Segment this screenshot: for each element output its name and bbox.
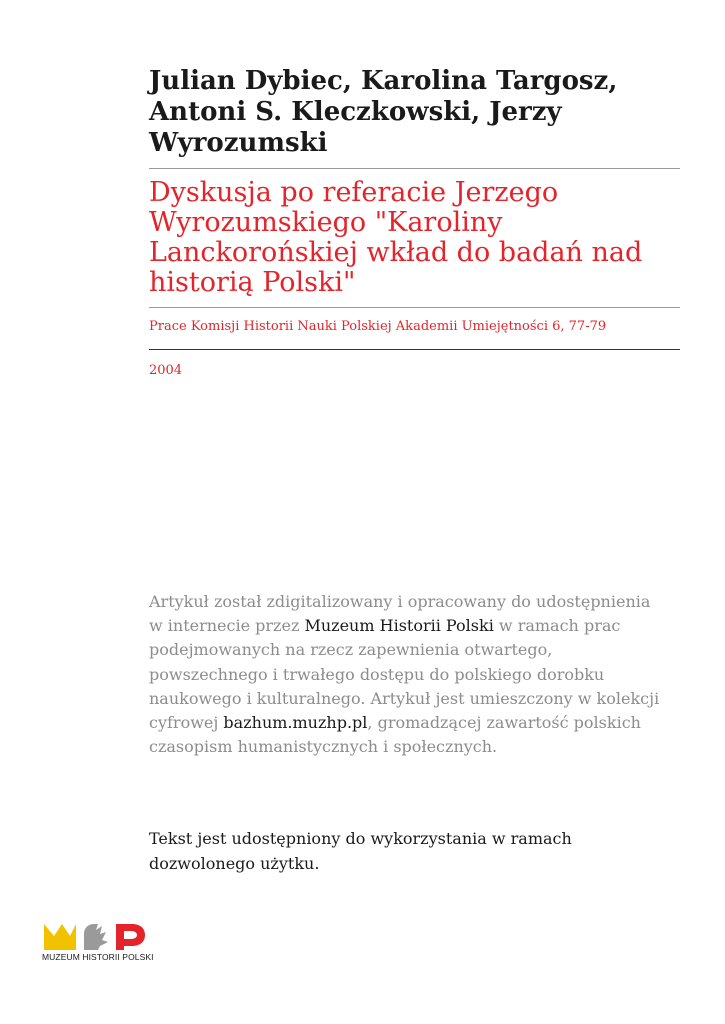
title-line: Dyskusja po referacie Jerzego [149,177,559,208]
license-note: Tekst jest udostępniony do wykorzystania w ramach dozwolonego użytku. [149,829,572,873]
note-text: Artykuł został zdigitalizowany i opracowany do udostępnienia w internecie przez [149,592,651,636]
digitization-note [149,590,669,759]
title-line: Lanckorońskiej wkład do badań nad [149,237,643,268]
title-line: Wyrozumskiego "Karoliny [149,207,503,238]
publication-year: 2004 [149,363,183,378]
article-title [149,178,689,298]
note-text: , gromadzącej zawartość polskich czasopism humanistycznych i społecznych. [149,713,641,757]
title-line: historią Polski" [149,267,356,298]
divider [149,168,680,169]
museum-name: Muzeum Historii Polski [304,616,494,636]
authors-line: Wyrozumski [149,128,328,158]
museum-logo [42,920,157,966]
source-citation: Prace Komisji Historii Nauki Polskiej Akademii Umiejętności 6, 77-79 [149,319,607,334]
logo-caption: MUZEUM HISTORII POLSKI [42,952,154,962]
authors-heading [149,66,689,159]
authors-line: Julian Dybiec, Karolina Targosz, [149,66,618,96]
note-text: w ramach prac podejmowanych na rzecz zapewnienia otwartego, powszechnego i trwałego dostępu do polskiego dorobku naukowego i kulturalnego. Artykuł jest umieszczony w kolekcji cyfrowej [149,616,660,733]
museum-logo-mark [42,920,157,952]
divider [149,349,680,350]
collection-site: bazhum.muzhp.pl [223,713,368,733]
authors-line: Antoni S. Kleczkowski, Jerzy [149,97,562,127]
divider [149,307,680,308]
